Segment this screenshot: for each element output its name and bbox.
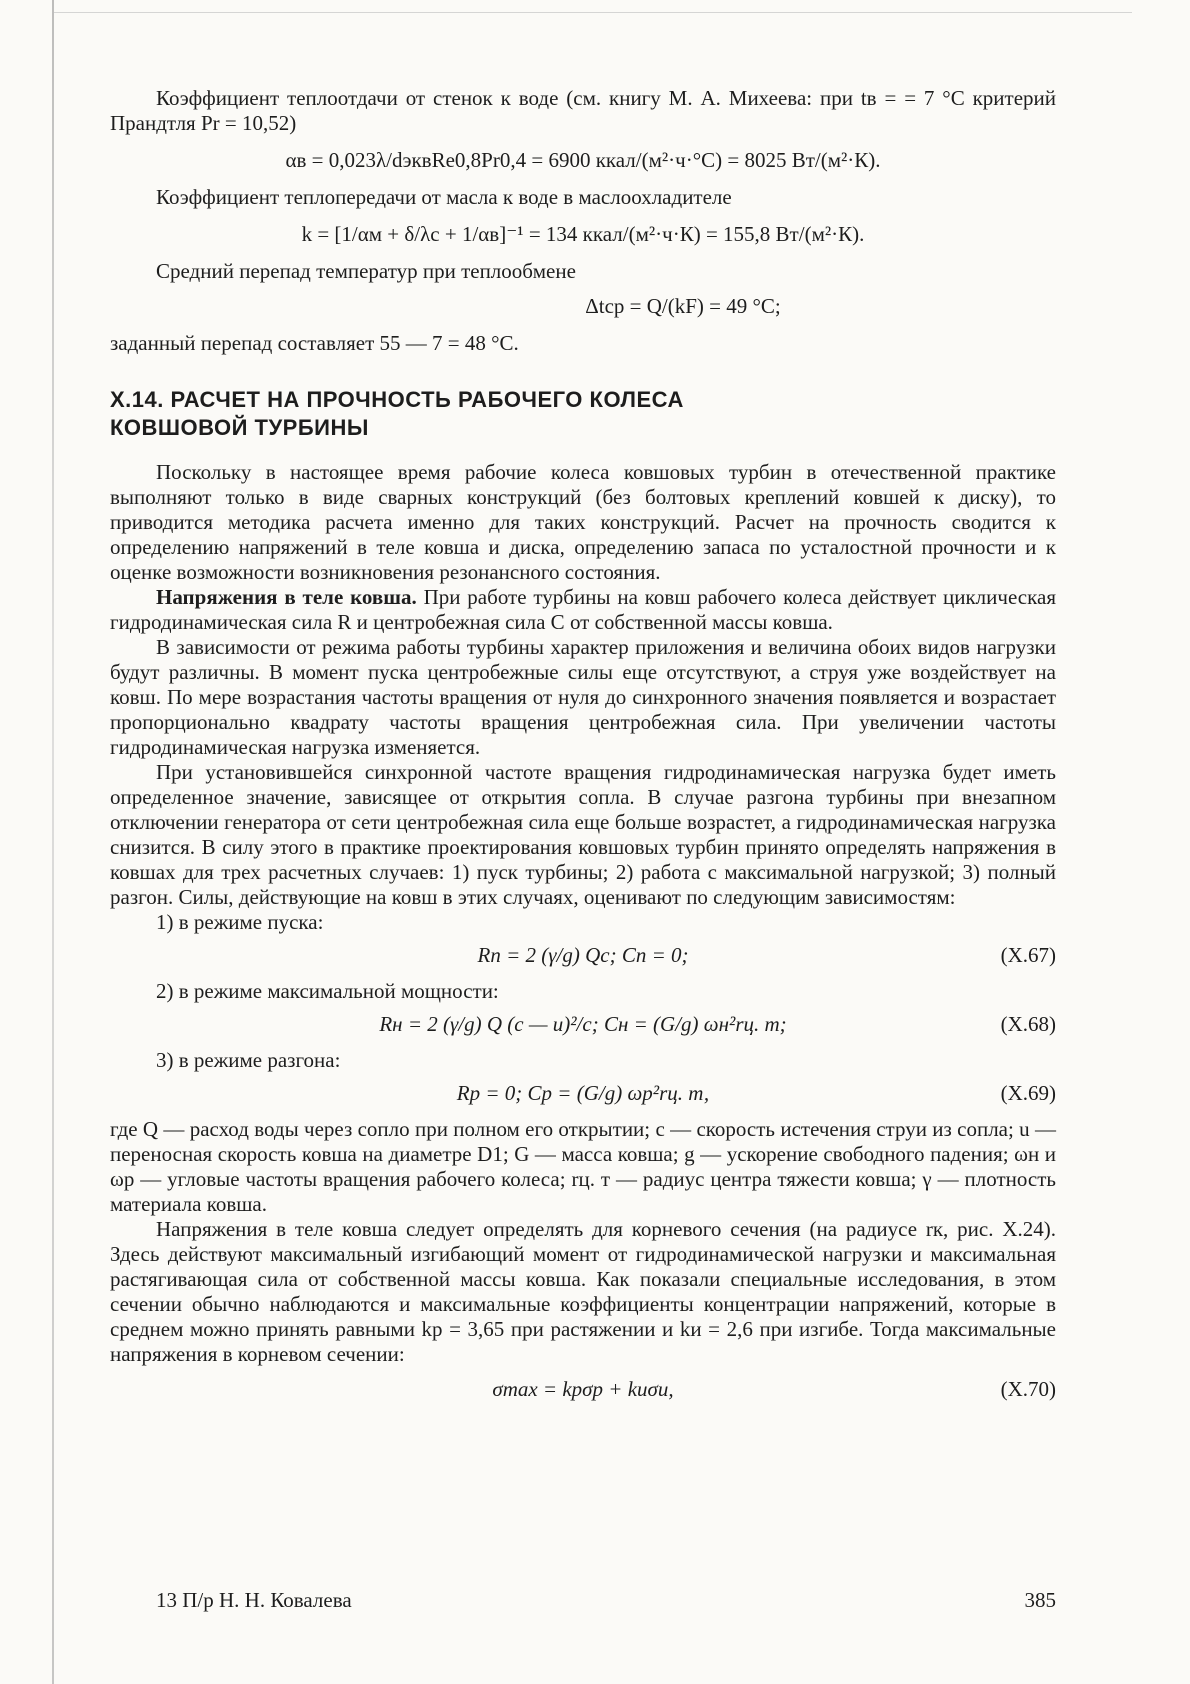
intro-paragraph-1: Коэффициент теплоотдачи от стенок к воде (см. книгу М. А. Михеева: при tв = = 7 °С критерий Прандтля Pr = 10,52) [110,86,1056,135]
body-paragraph-1: Поскольку в настоящее время рабочие колеса ковшовых турбин в отечественной практике выполняют только в виде сварных конструкций (без болтовых креплений ковшей к диску), то приводится методика расчета именно для таких конструкций. Расчет на прочность сводится к определению напряжений в теле ковша и диска, определению запаса по усталостной прочности и к оценке возможности возникновения резонансного состояния. [110,460,1056,584]
equation-x67-text: Rп = 2 (γ/g) Qc; Cп = 0; [477,943,689,967]
equation-x69 [110,1081,1056,1107]
body-paragraph-6: Напряжения в теле ковша следует определять для корневого сечения (на радиусе rк, рис. X.24). Здесь действуют максимальный изгибающий момент от гидродинамической нагрузки и максимальная растягивающая сила от собственной массы ковша. Как показали специальные исследования, в этом сечении обычно наблюдаются и максимальные коэффициенты концентрации напряжений, которые в среднем можно принять равными kр = 3,65 при растяжении и kи = 2,6 при изгибе. Тогда максимальные напряжения в корневом сечении: [110,1217,1056,1366]
intro-paragraph-2: Коэффициент теплопередачи от масла к воде в маслоохладителе [156,185,732,209]
case-start-label: 1) в режиме пуска: [156,910,324,934]
body-paragraph-5: где Q — расход воды через сопло при полном его открытии; c — скорость истечения струи из сопла; u — переносная скорость ковша на диаметре D1; G — масса ковша; g — ускорение свободного падения; ωн и ωр — угловые частоты вращения рабочего колеса; rц. т — радиус центра тяжести ковша; γ — плотность материала ковша. [110,1117,1056,1216]
case-max-power-label: 2) в режиме максимальной мощности: [156,979,499,1003]
scan-binding-edge [52,0,54,1684]
intro-paragraph-4: заданный перепад составляет 55 — 7 = 48 °С. [110,331,519,355]
formula-alpha-v: αв = 0,023λ/dэквRe0,8Pr0,4 = 6900 ккал/(м²·ч·°С) = 8025 Вт/(м²·К). [285,148,881,172]
formula-delta-t: Δtср = Q/(kF) = 49 °С; [585,294,781,318]
equation-x69-number: (X.69) [1000,1081,1056,1105]
formula-k: k = [1/αм + δ/λс + 1/αв]⁻¹ = 134 ккал/(м²·ч·К) = 155,8 Вт/(м²·К). [301,222,865,246]
body-paragraph-4: При установившейся синхронной частоте вращения гидродинамическая нагрузка будет иметь определенное значение, зависящее от открытия сопла. В случае разгона турбины при внезапном отключении генератора от сети центробежная сила еще больше возрастет, а гидродинамическая нагрузка снизится. В силу этого в практике проектирования ковшовых турбин принято определять напряжения в ковшах для трех расчетных случаев: 1) пуск турбины; 2) работа с максимальной нагрузкой; 3) полный разгон. Силы, действующие на ковш в этих случаях, оценивают по следующим зависимостям: [110,760,1056,909]
body-paragraph-2-text: При работе турбины на ковш рабочего колеса действует циклическая гидродинамическая сила R и центробежная сила C от собственной массы ковша. [110,585,1056,634]
case-runaway-label: 3) в режиме разгона: [156,1048,341,1072]
footer-signature: 13 П/р Н. Н. Ковалева [156,1588,352,1612]
equation-x68 [110,1012,1056,1038]
equation-x70 [110,1377,1056,1403]
section-heading-line-1: X.14. РАСЧЕТ НА ПРОЧНОСТЬ РАБОЧЕГО КОЛЕСА [110,387,684,412]
subheading-bucket-stress: Напряжения в теле ковша. [156,585,417,609]
equation-x67-number: (X.67) [1000,943,1056,967]
page-content [110,86,1056,1413]
equation-x68-text: Rн = 2 (γ/g) Q (c — u)²/c; Cн = (G/g) ωн²rц. т; [379,1012,787,1036]
equation-x68-number: (X.68) [1000,1012,1056,1036]
section-heading-line-2: КОВШОВОЙ ТУРБИНЫ [110,415,369,440]
body-paragraph-3: В зависимости от режима работы турбины характер приложения и величина обоих видов нагрузки будут различны. В момент пуска центробежные силы еще отсутствуют, а струя уже воздействует на ковш. По мере возрастания частоты вращения от нуля до синхронного значения появляется и возрастает пропорционально квадрату частоты вращения центробежная сила. При увеличении частоты гидродинамическая нагрузка изменяется. [110,635,1056,759]
section-heading [110,386,1056,442]
equation-x70-number: (X.70) [1000,1377,1056,1401]
equation-x67 [110,943,1056,969]
equation-x70-text: σmax = kрσр + kиσи, [492,1377,674,1401]
equation-x69-text: Rр = 0; Cр = (G/g) ωр²rц. т, [456,1081,710,1105]
body-paragraph-2 [110,585,1056,635]
intro-paragraph-3: Средний перепад температур при теплообмене [156,259,576,283]
scan-top-edge [52,12,1132,13]
page-number: 385 [1024,1588,1056,1612]
